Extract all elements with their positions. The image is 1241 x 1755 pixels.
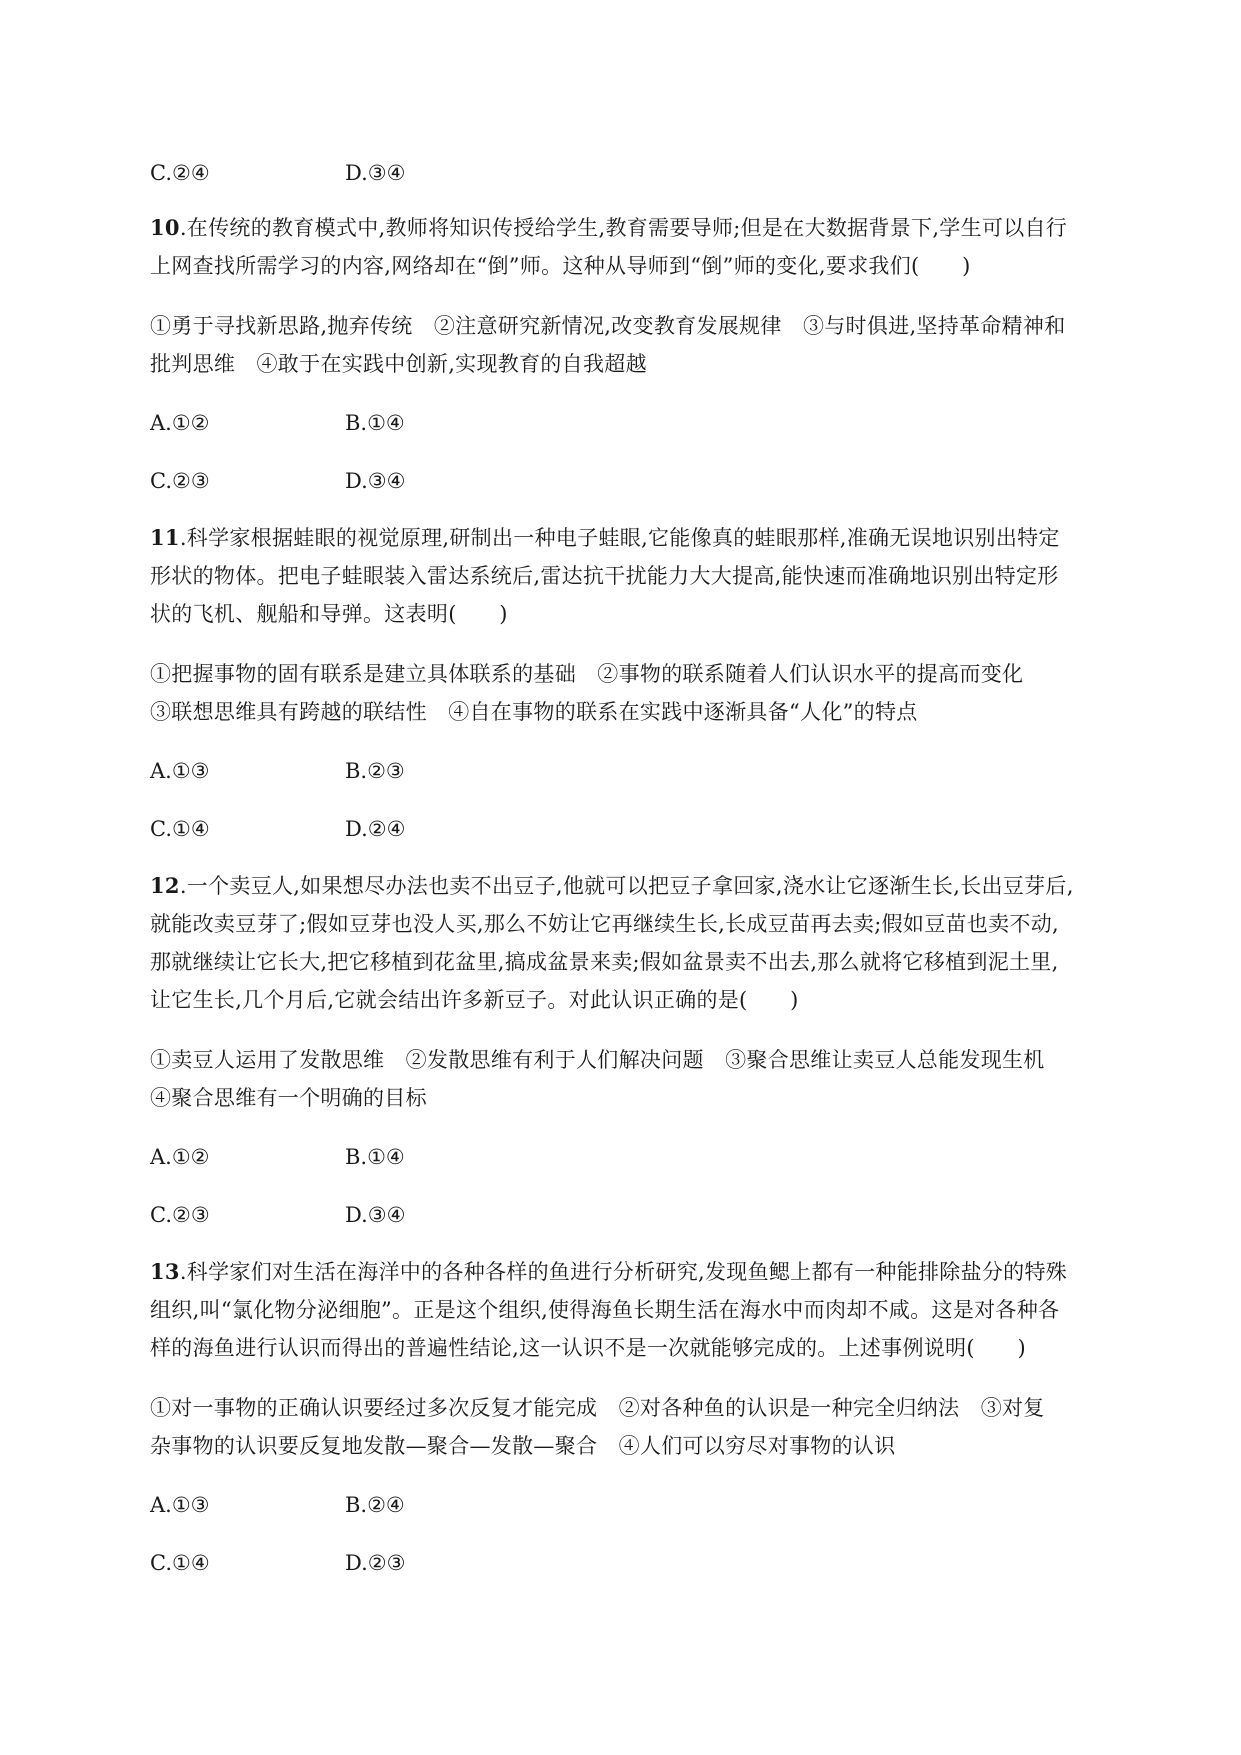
- q11-statement-line-2: ③联想思维具有跨越的联结性 ④自在事物的联系在实践中逐渐具备“人化”的特点: [150, 700, 918, 724]
- q13-statement-line-1: ①对一事物的正确认识要经过多次反复才能完成 ②对各种鱼的认识是一种完全归纳法 ③对复: [150, 1396, 1045, 1420]
- q10-number: 10: [150, 215, 180, 240]
- q11-stem-line-3: 状的飞机、舰船和导弹。这表明( ): [150, 602, 508, 626]
- q12-option-a: A.①②: [150, 1145, 210, 1169]
- q12-stem-line-4: 让它生长,几个月后,它就会结出许多新豆子。对此认识正确的是( ): [150, 988, 799, 1012]
- q10-option-a: A.①②: [150, 411, 210, 435]
- prev-option-c: C.②④: [150, 161, 210, 185]
- q12-statement-line-1: ①卖豆人运用了发散思维 ②发散思维有利于人们解决问题 ③聚合思维让卖豆人总能发现生机: [150, 1048, 1045, 1072]
- q13-stem-line-1: 13.科学家们对生活在海洋中的各种各样的鱼进行分析研究,发现鱼鳃上都有一种能排除盐分的特殊: [150, 1259, 1068, 1284]
- q12-option-d: D.③④: [345, 1203, 406, 1227]
- q11-option-b: B.②③: [345, 759, 405, 783]
- q13-statement-line-2: 杂事物的认识要反复地发散—聚合—发散—聚合 ④人们可以穷尽对事物的认识: [150, 1434, 896, 1458]
- q11-option-d: D.②④: [345, 817, 406, 841]
- q11-option-a: A.①③: [150, 759, 210, 783]
- q13-option-b: B.②④: [345, 1493, 405, 1517]
- prev-option-d: D.③④: [345, 161, 406, 185]
- q13-stem-line-3: 样的海鱼进行认识而得出的普遍性结论,这一认识不是一次就能够完成的。上述事例说明( ): [150, 1336, 1026, 1360]
- q12-stem-line-3: 那就继续让它长大,把它移植到花盆里,搞成盆景来卖;假如盆景卖不出去,那么就将它移植到泥土里,: [150, 950, 1059, 974]
- q10-statement-line-2: 批判思维 ④敢于在实践中创新,实现教育的自我超越: [150, 352, 647, 376]
- q10-statement-line-1: ①勇于寻找新思路,抛弃传统 ②注意研究新情况,改变教育发展规律 ③与时俱进,坚持革命精神和: [150, 314, 1066, 338]
- q12-option-c: C.②③: [150, 1203, 210, 1227]
- q13-option-c: C.①④: [150, 1551, 210, 1575]
- q11-option-c: C.①④: [150, 817, 210, 841]
- q10-stem-line-2: 上网查找所需学习的内容,网络却在“倒”师。这种从导师到“倒”师的变化,要求我们( ): [150, 254, 971, 278]
- q11-statement-line-1: ①把握事物的固有联系是建立具体联系的基础 ②事物的联系随着人们认识水平的提高而变化: [150, 662, 1024, 686]
- q13-option-a: A.①③: [150, 1493, 210, 1517]
- q11-number: 11: [150, 525, 180, 550]
- q10-option-d: D.③④: [345, 469, 406, 493]
- q10-option-c: C.②③: [150, 469, 210, 493]
- q12-stem-line-2: 就能改卖豆芽了;假如豆芽也没人买,那么不妨让它再继续生长,长成豆苗再去卖;假如豆苗也卖不动,: [150, 912, 1059, 936]
- q12-number: 12: [150, 873, 180, 898]
- q11-stem-line-1: 11.科学家根据蛙眼的视觉原理,研制出一种电子蛙眼,它能像真的蛙眼那样,准确无误地识别出特定: [150, 525, 1060, 550]
- q13-stem-line-2: 组织,叫“氯化物分泌细胞”。正是这个组织,使得海鱼长期生活在海水中而肉却不咸。这是对各种各: [150, 1298, 1060, 1322]
- q12-statement-line-2: ④聚合思维有一个明确的目标: [150, 1086, 427, 1110]
- q13-number: 13: [150, 1259, 180, 1284]
- q10-option-b: B.①④: [345, 411, 405, 435]
- q11-stem-line-2: 形状的物体。把电子蛙眼装入雷达系统后,雷达抗干扰能力大大提高,能快速而准确地识别出特定形: [150, 564, 1059, 588]
- q12-option-b: B.①④: [345, 1145, 405, 1169]
- q12-stem-line-1: 12.一个卖豆人,如果想尽办法也卖不出豆子,他就可以把豆子拿回家,浇水让它逐渐生长,长出豆芽后,: [150, 873, 1074, 898]
- q10-stem-line-1: 10.在传统的教育模式中,教师将知识传授给学生,教育需要导师;但是在大数据背景下,学生可以自行: [150, 215, 1068, 240]
- q13-option-d: D.②③: [345, 1551, 406, 1575]
